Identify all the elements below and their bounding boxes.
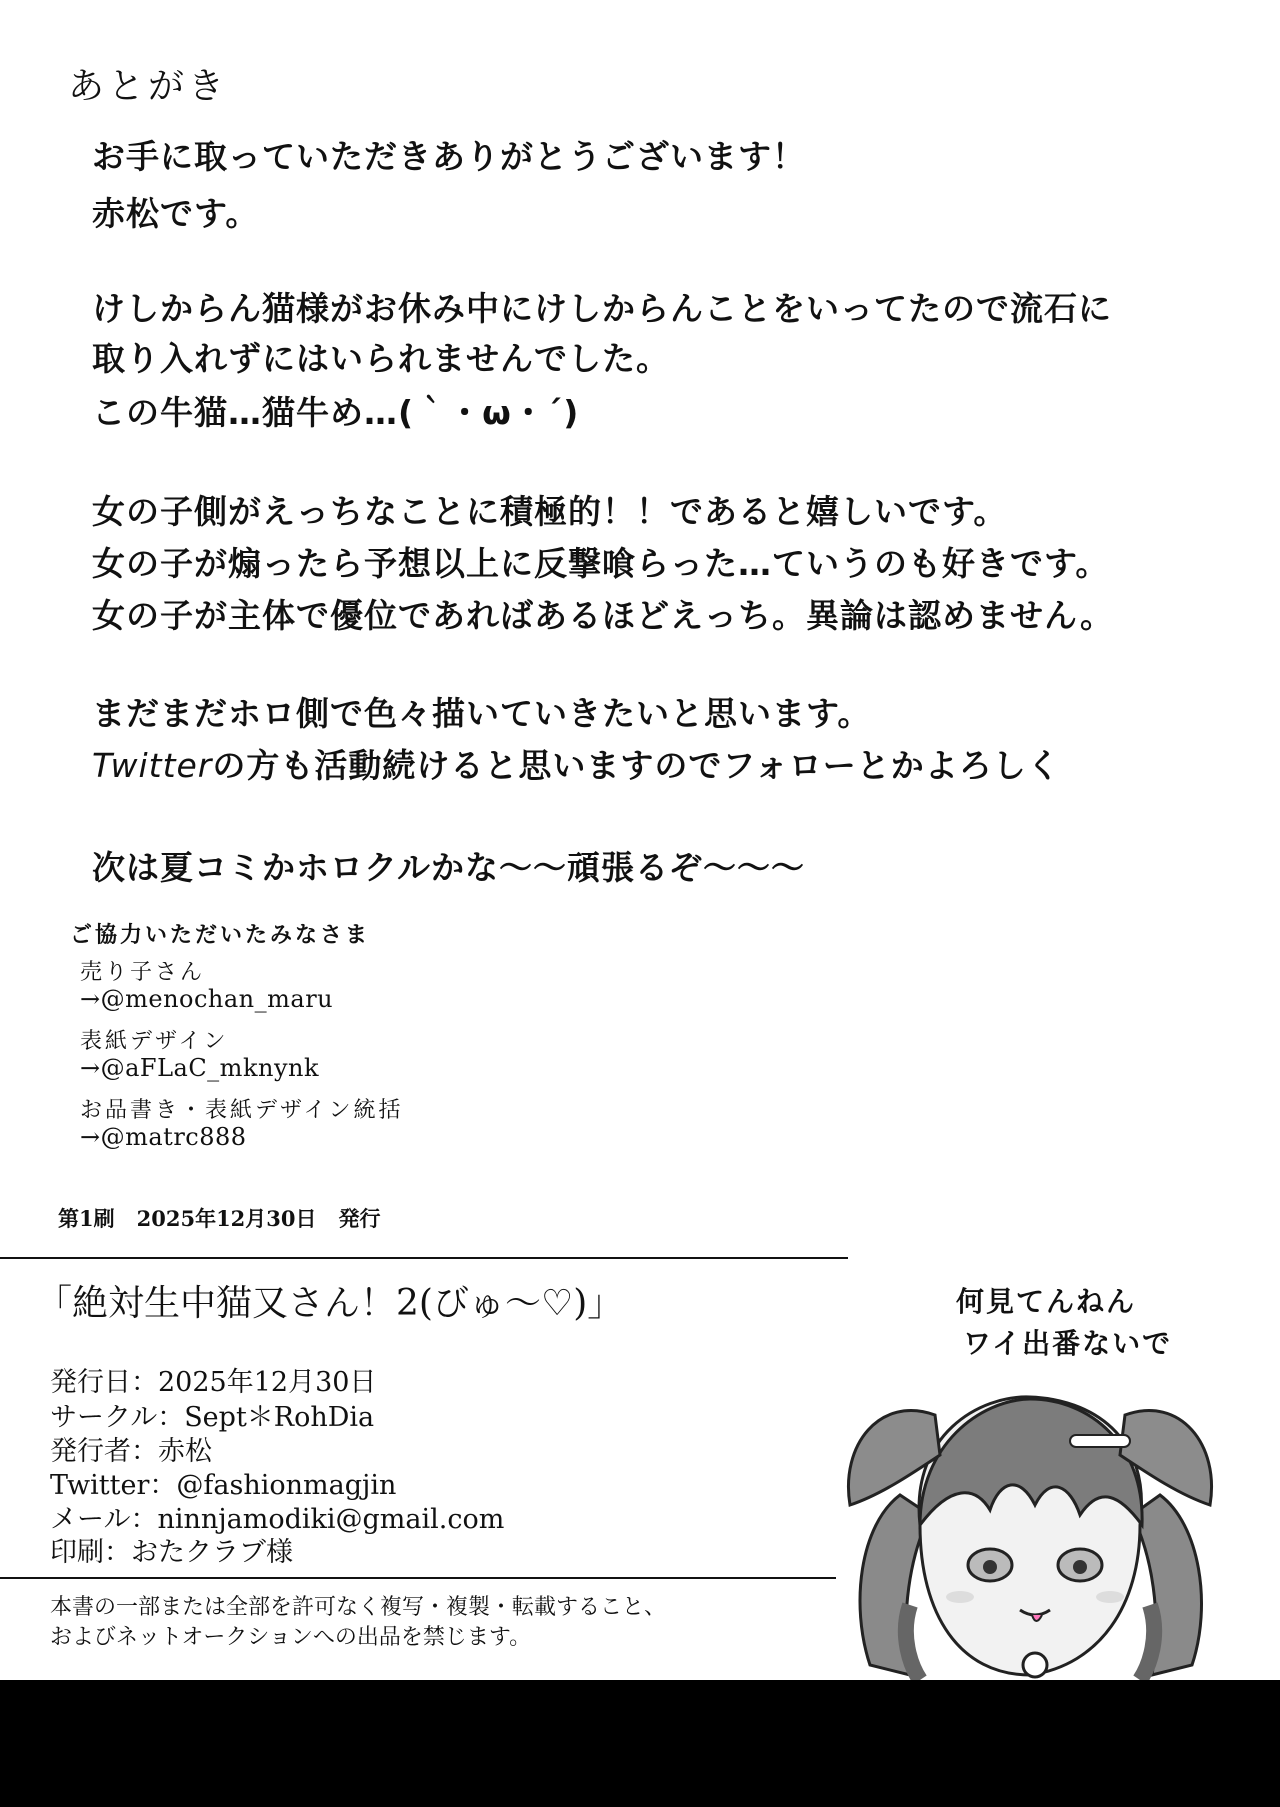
afterword-line: 女の子が煽ったら予想以上に反撃喰らった…ていうのも好きです。 [92, 544, 1110, 583]
colophon-line: 発行者：赤松 [50, 1436, 212, 1467]
colophon-line: Twitter：@fashionmagjin [50, 1470, 397, 1501]
colophon-line: サークル：Sept＊RohDia [50, 1402, 375, 1433]
divider [0, 1577, 836, 1579]
afterword-line: この牛猫…猫牛め…(｀・ω・´) [92, 393, 580, 432]
afterword-line: 女の子側がえっちなことに積極的！！であると嬉しいです。 [92, 492, 1008, 531]
copyright-notice: およびネットオークションへの出品を禁じます。 [50, 1625, 532, 1650]
afterword-line: 女の子が主体で優位であればあるほどえっち。異論は認めません。 [92, 596, 1114, 635]
credit-handle: →@aFLaC_mknynk [80, 1054, 319, 1082]
book-title: 「絶対生中猫又さん！2(びゅ～♡)」 [36, 1283, 624, 1324]
print-edition: 第1刷 [58, 1206, 115, 1231]
afterword-line: 次は夏コミかホロクルかな～～頑張るぞ～～～ [92, 848, 806, 887]
afterword-heading: あとがき [68, 66, 229, 107]
bottom-black-band [0, 1680, 1280, 1807]
credits-title: ご協力いただいたみなさま [70, 922, 371, 948]
print-info [58, 1203, 403, 1233]
afterword-line: 赤松です。 [92, 194, 260, 233]
afterword-line: けしからん猫様がお休み中にけしからんことをいってたので流石に [92, 289, 1112, 328]
mascot-illustration [840, 1375, 1220, 1680]
credit-handle: →@matrc888 [80, 1123, 247, 1151]
credit-role: 表紙デザイン [80, 1029, 229, 1054]
copyright-notice: 本書の一部または全部を許可なく複写・複製・転載すること、 [50, 1595, 667, 1620]
print-label: 発行 [338, 1206, 381, 1231]
credit-role: 売り子さん [80, 960, 206, 985]
colophon-line: 発行日：2025年12月30日 [50, 1367, 377, 1398]
twitter-word: Twitter [92, 746, 213, 785]
afterword-line-text: の方も活動続けると思いますのでフォローとかよろしく [212, 746, 1061, 785]
credit-handle: →@menochan_maru [80, 985, 334, 1013]
afterword-line: お手に取っていただきありがとうございます！ [92, 137, 806, 176]
afterword-line: 取り入れずにはいられませんでした。 [92, 339, 670, 378]
speech-text: 何見てんねん [956, 1285, 1137, 1318]
colophon-line: 印刷：おたクラブ様 [50, 1537, 293, 1568]
afterword-line: まだまだホロ側で色々描いていきたいと思います。 [92, 694, 872, 733]
speech-text: ワイ出番ないで [963, 1327, 1173, 1360]
divider [0, 1257, 848, 1259]
print-date: 2025年12月30日 [136, 1206, 317, 1231]
credit-role: お品書き・表紙デザイン統括 [80, 1098, 404, 1123]
colophon-line: メール：ninnjamodiki@gmail.com [50, 1504, 505, 1535]
afterword-line [92, 740, 1061, 787]
